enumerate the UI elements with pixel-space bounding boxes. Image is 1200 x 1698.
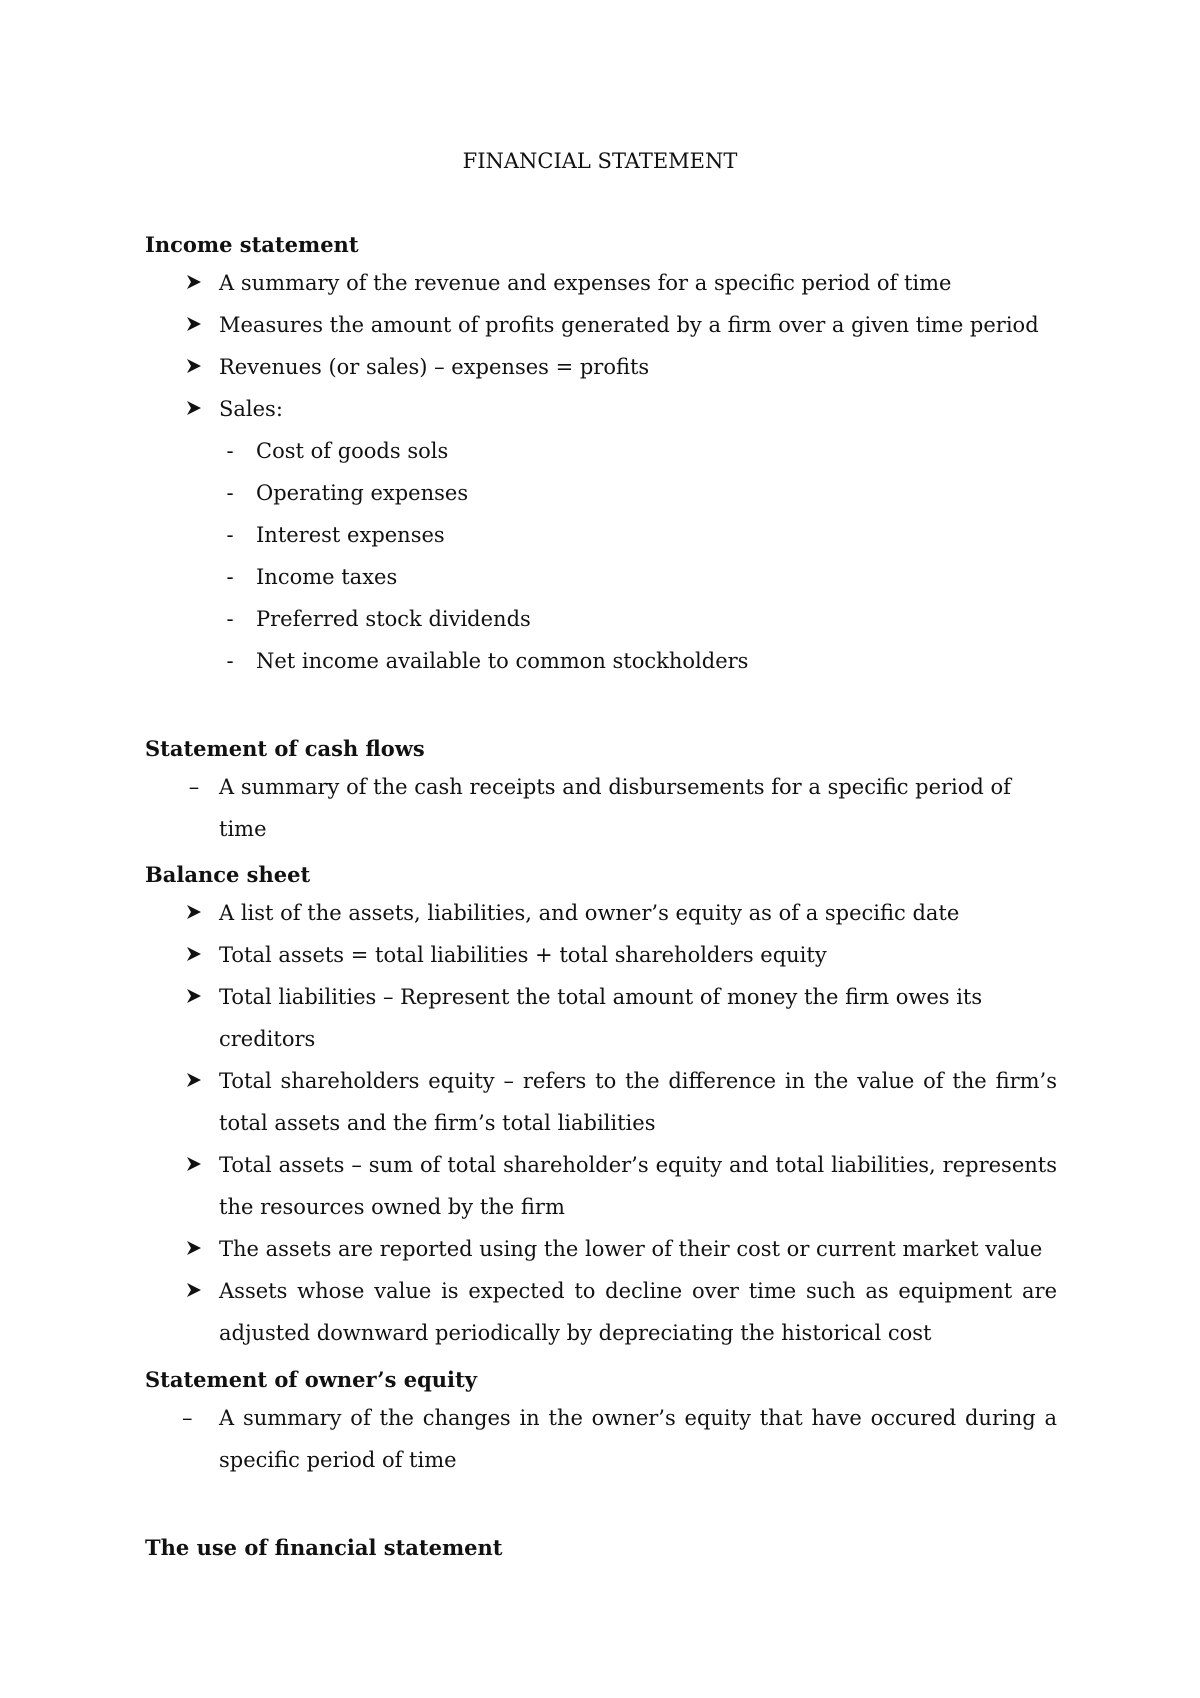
sub-item xyxy=(145,514,1057,556)
bullet-item xyxy=(145,262,1057,304)
dash-bullet-icon: – xyxy=(182,1406,193,1430)
bullet-item xyxy=(145,1144,1057,1228)
sub-item-text: Interest expenses xyxy=(256,523,445,547)
bullet-text: Measures the amount of profits generated by a firm over a given time period xyxy=(219,313,1039,337)
section-heading: Income statement xyxy=(145,232,359,257)
section-heading: Statement of owner’s equity xyxy=(145,1367,477,1392)
dash-bullet-icon: - xyxy=(226,607,234,631)
dash-bullet-icon: - xyxy=(226,565,234,589)
dash-item-text: A summary of the cash receipts and disbursements for a specific period of time xyxy=(219,775,1011,841)
bullet-item xyxy=(145,976,1057,1060)
section-heading: Statement of cash flows xyxy=(145,736,425,761)
dash-bullet-icon: - xyxy=(226,481,234,505)
document-title: FINANCIAL STATEMENT xyxy=(462,149,738,173)
dash-bullet-icon: - xyxy=(226,649,234,673)
sub-item xyxy=(145,556,1057,598)
bullet-text: Total assets – sum of total shareholder’s equity and total liabilities, represents the resources owned by the firm xyxy=(219,1153,1057,1219)
section-heading: Balance sheet xyxy=(145,862,311,887)
dash-item xyxy=(145,1397,1057,1481)
section-owners-equity xyxy=(145,1365,1057,1481)
dash-bullet-icon: - xyxy=(226,523,234,547)
bullet-item xyxy=(145,1270,1057,1354)
bullet-item xyxy=(145,892,1057,934)
sub-item-text: Net income available to common stockholders xyxy=(256,649,749,673)
sub-item xyxy=(145,640,1057,682)
sub-item-text: Operating expenses xyxy=(256,481,469,505)
section-heading: The use of financial statement xyxy=(145,1535,503,1560)
bullet-item xyxy=(145,1060,1057,1144)
bullet-text: Total shareholders equity – refers to the difference in the value of the firm’s total assets and the firm’s total liabilities xyxy=(219,1069,1057,1135)
bullet-text: Total liabilities – Represent the total amount of money the firm owes its creditors xyxy=(219,985,983,1051)
bullet-text: Assets whose value is expected to decline over time such as equipment are adjusted downward periodically by depreciating the historical cost xyxy=(219,1279,1057,1345)
sub-item xyxy=(145,472,1057,514)
bullet-text: A summary of the revenue and expenses for a specific period of time xyxy=(219,271,952,295)
sub-item-text: Income taxes xyxy=(256,565,398,589)
bullet-item xyxy=(145,304,1057,346)
bullet-item xyxy=(145,346,1057,388)
sub-item xyxy=(145,598,1057,640)
sub-item xyxy=(145,430,1057,472)
section-cash-flows xyxy=(145,734,1057,850)
bullet-text: Total assets = total liabilities + total shareholders equity xyxy=(219,943,827,967)
sub-item-text: Preferred stock dividends xyxy=(256,607,531,631)
section-use-of-statements xyxy=(145,1533,1057,1563)
bullet-text: A list of the assets, liabilities, and owner’s equity as of a specific date xyxy=(219,901,960,925)
section-income-statement xyxy=(145,230,1057,682)
section-balance-sheet xyxy=(145,860,1057,1354)
dash-bullet-icon: - xyxy=(226,439,234,463)
bullet-text: Revenues (or sales) – expenses = profits xyxy=(219,355,650,379)
dash-item xyxy=(145,766,1057,850)
bullet-item xyxy=(145,934,1057,976)
dash-bullet-icon: – xyxy=(188,775,200,799)
bullet-item xyxy=(145,1228,1057,1270)
dash-item-text: A summary of the changes in the owner’s equity that have occured during a specific period of time xyxy=(219,1406,1057,1472)
bullet-item xyxy=(145,388,1057,430)
bullet-text: The assets are reported using the lower of their cost or current market value xyxy=(219,1237,1043,1261)
sub-item-text: Cost of goods sols xyxy=(256,439,449,463)
bullet-text: Sales: xyxy=(219,397,283,421)
